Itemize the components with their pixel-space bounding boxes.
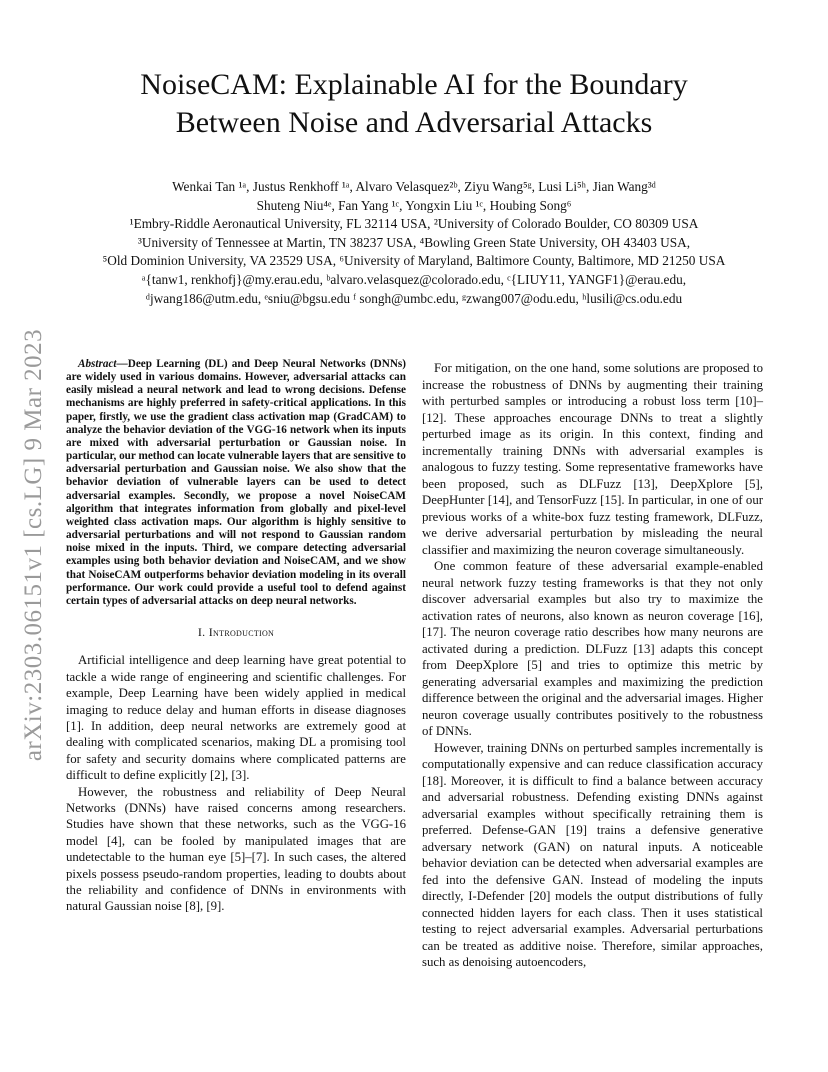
emails-2: ᵈjwang186@utm.edu, ᵉsniu@bgsu.edu ᶠ songh@umbc.edu, ᵍzwang007@odu.edu, ʰlusili@cs.odu.edu [145,290,683,306]
right-column [422,360,763,971]
abstract-text: —Deep Learning (DL) and Deep Neural Networks (DNNs) are widely used in various domains. However, adversarial attacks can easily mislead a neural network and lead to wrong decisions. Defense mechanisms are highly preferred in safety-critical applications. In this paper, firstly, we use the gradient class activation map (GradCAM) to analyze the behavior deviation of the VGG-16 network when its inputs are mixed with adversarial perturbation or Gaussian noise. In particular, our method can locate vulnerable layers that are sensitive to adversarial perturbation and Gaussian noise. We also show that the behavior deviation of vulnerable layers can be used to detect adversarial examples. Secondly, we propose a novel NoiseCAM algorithm that integrates information from globally and pixel-level weighted class activation maps. Our algorithm is highly sensitive to adversarial perturbations and will not respond to Gaussian random noise mixed in the inputs. Third, we compare detecting adversarial examples using both behavior deviation and NoiseCAM, and we show that NoiseCAM outperforms behavior deviation modeling in its overall performance. Our work could provide a useful tool to defend against certain types of adversarial attacks on deep neural networks. [66,358,406,607]
affiliations-3: ⁵Old Dominion University, VA 23529 USA, ⁶University of Maryland, Baltimore County, Baltimore, MD 21250 USA [102,253,726,269]
intro-paragraph-1: Artificial intelligence and deep learning have great potential to tackle a wide range of engineering and scientific challenges. For example, Deep Learning have been widely applied in medical imaging to reduce delay and human efforts in disease diagnoses [1]. In addition, deep neural networks are extremely good at dealing with complicated scenarios, making DL a promising tool for safety and security domains where complicated patterns are difficult to define explicitly [2], [3]. [66,653,406,783]
left-column [66,358,406,915]
author-names-1: Wenkai Tan ¹ᵃ, Justus Renkhoff ¹ᵃ, Alvaro Velasquez²ᵇ, Ziyu Wang⁵ᵍ, Lusi Li⁵ʰ, Jian Wang³ᵈ [172,179,656,194]
intro-paragraph-3: For mitigation, on the one hand, some solutions are proposed to increase the robustness of DNNs by augmenting their training with perturbed samples or introducing a robust loss term [10]–[12]. These approaches encourage DNNs to treat a slightly perturbed image as its origin. In this context, finding and incrementally training DNNs with adversarial examples is analogous to fuzzy testing. Some representative frameworks have been proposed, such as DLFuzz [13], DeepXplore [5], DeepHunter [14], and TensorFuzz [15]. In particular, in one of our previous works of a white-box fuzz testing framework, DLFuzz, we derive adversarial perturbation by misleading the neural classifier and maximizing the neuron coverage simultaneously. [422,361,763,557]
paper-title [60,66,768,142]
section-number: I. [197,624,206,639]
affiliations-2: ³University of Tennessee at Martin, TN 38237 USA, ⁴Bowling Green State University, OH 43403 USA, [137,234,691,250]
section-name: Introduction [208,624,275,639]
intro-paragraph-4: One common feature of these adversarial example-enabled neural network fuzzy testing frameworks is that they not only discover adversarial examples but also try to maximize the activation rates of neurons, also known as neuron coverage [16], [17]. The neuron coverage ratio describes how many neurons are activated during a prediction. DLFuzz [13] adapts this concept from DeepXplore [5] and tries to optimize this metric by generating adversarial examples and maximizing the prediction difference between the original and the adversarial images. Higher neuron coverage usually contributes positively to the robustness of DNNs. [422,559,763,738]
abstract-lead: Abstract [78,358,117,370]
affiliations-1: ¹Embry-Riddle Aeronautical University, FL 32114 USA, ²University of Colorado Boulder, CO 80309 USA [129,216,699,232]
arxiv-stamp: arXiv:2303.06151v1 [cs.LG] 9 Mar 2023 [20,328,47,762]
author-block [50,178,778,308]
section-heading-introduction [66,624,406,640]
intro-paragraph-2: However, the robustness and reliability of Deep Neural Networks (DNNs) have raised concerns among researchers. Studies have shown that these networks, such as the VGG-16 model [4], can be fooled by manipulated images that are undetectable to the human eye [5]–[7]. In such cases, the altered pixels possess pseudo-random properties, leading to doubts about the reliability and confidence of DNNs in environments with natural Gaussian noise [8], [9]. [66,784,406,914]
title-line-2: Between Noise and Adversarial Attacks [175,106,653,139]
intro-paragraph-5: However, training DNNs on perturbed samples incrementally is computationally expensive and can reduce classification accuracy [18]. Moreover, it is difficult to find a balance between accuracy and adversarial robustness. Defending existing DNNs against adversarial examples without specifically retraining them is preferred. Defense-GAN [19] trains a defensive generative adversary network (GAN) on natural inputs. A noticeable behavior deviation can be detected when adversarial examples are fed into the defensive GAN. Instead of modeling the inputs directly, I-Defender [20] models the output distributions of fully connected hidden layers for each class. Then it uses statistical testing to reject adversarial examples. Adversarial perturbations can be treated as additive noise. Therefore, similar approaches, such as denoising autoencoders, [422,740,763,969]
abstract [66,358,406,608]
author-names-2: Shuteng Niu⁴ᵉ, Fan Yang ¹ᶜ, Yongxin Liu ¹ᶜ, Houbing Song⁶ [256,197,572,213]
emails-1: ᵃ{tanw1, renkhofj}@my.erau.edu, ᵇalvaro.velasquez@colorado.edu, ᶜ{LIUY11, YANGF1}@erau.edu, [141,271,687,287]
title-line-1: NoiseCAM: Explainable AI for the Boundary [140,68,688,101]
